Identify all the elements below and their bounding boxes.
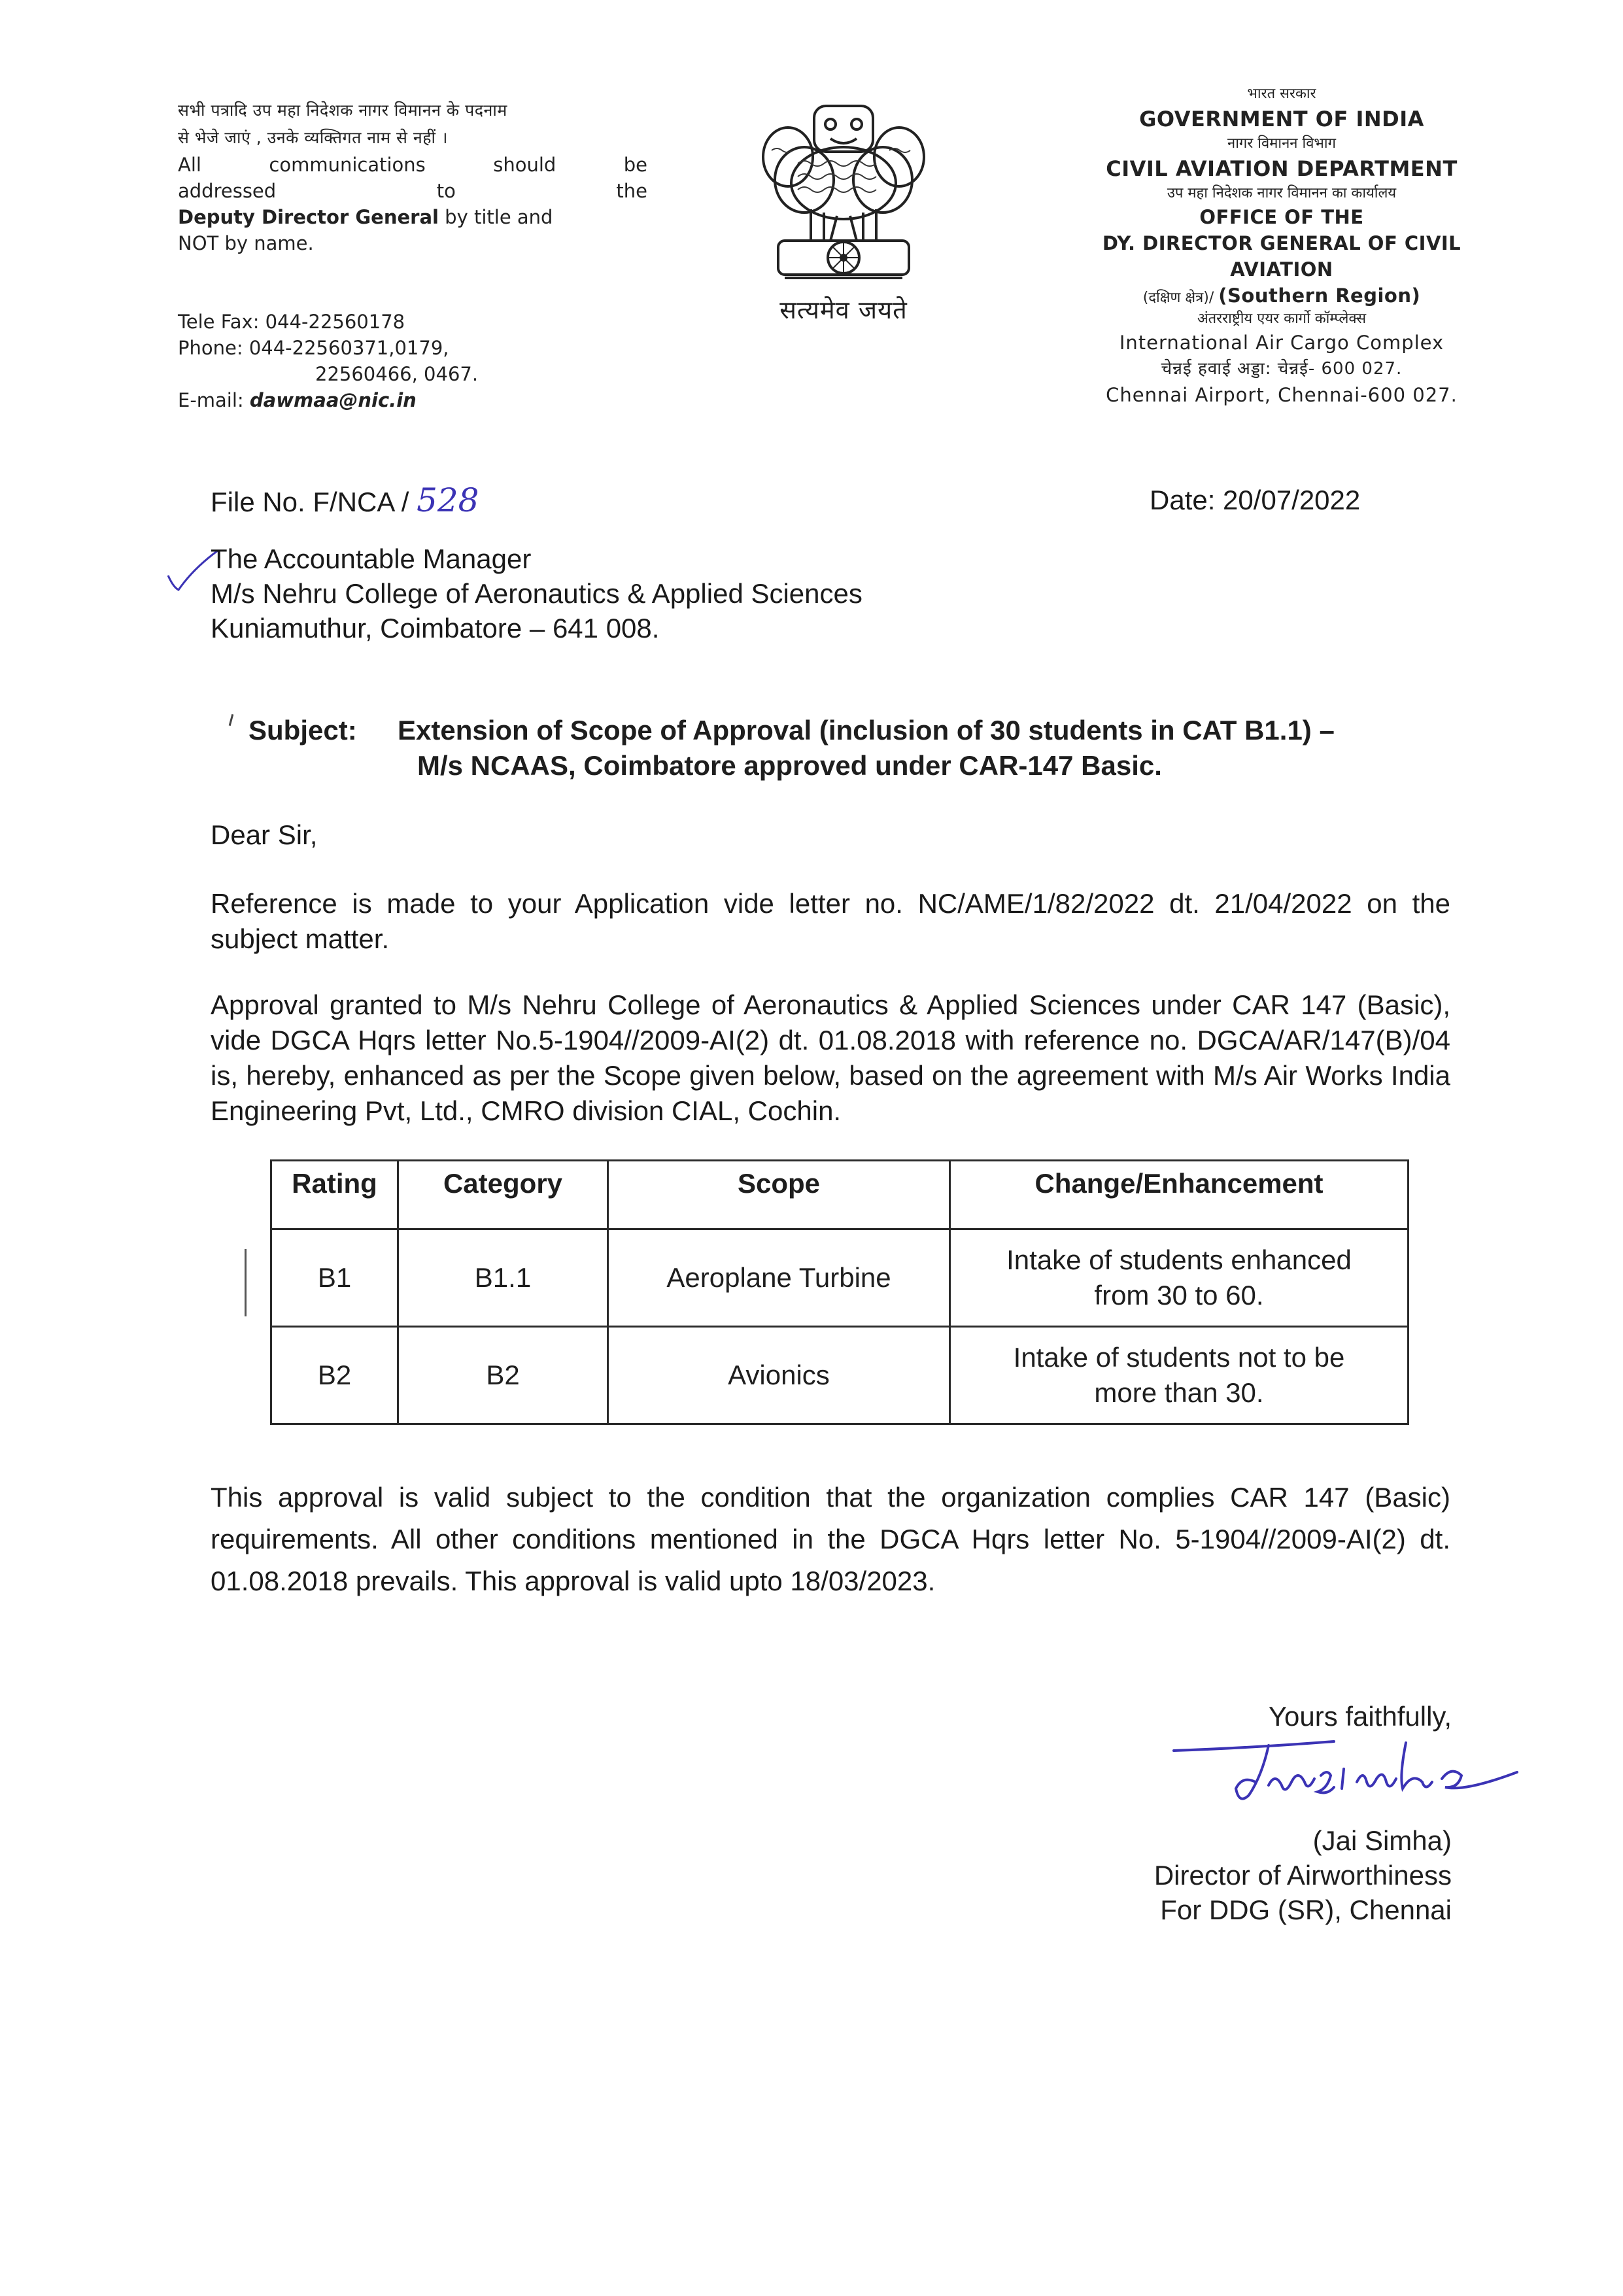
- office-line-3: AVIATION: [1230, 258, 1333, 281]
- tele-fax: Tele Fax: 044-22560178: [178, 311, 405, 333]
- notice-line-3: Deputy Director General by title and: [178, 206, 553, 228]
- letterhead-left: [178, 97, 647, 413]
- addressee-line: Kuniamuthur, Coimbatore – 641 008.: [211, 613, 660, 643]
- subject-line-2: M/s NCAAS, Coimbatore approved under CAR-147 Basic.: [417, 750, 1162, 781]
- signatory-designation: Director of Airworthiness: [1153, 1860, 1452, 1891]
- cell-rating: B1: [271, 1229, 398, 1327]
- header-category: Category: [398, 1161, 608, 1229]
- phone-line-2: 22560466, 0467.: [315, 363, 479, 385]
- email-link[interactable]: dawmaa@nic.in: [249, 389, 417, 411]
- subject-block: [248, 713, 1335, 783]
- tick-mark: [229, 714, 234, 726]
- margin-mark: [245, 1249, 247, 1316]
- signature-icon: [1170, 1736, 1524, 1815]
- table-row: [271, 1327, 1409, 1424]
- signatory-block: [1154, 1823, 1452, 1927]
- national-emblem: [745, 92, 942, 343]
- addressee-block: [211, 541, 863, 645]
- notice-line-1: All communications should be: [178, 154, 647, 176]
- paragraph-validity: This approval is valid subject to the condition that the organization complies CAR 147 (Basic) requirements. All other conditions mentioned in the DGCA Hqrs letter No. 5-1904//2009-AI(2) dt. 01.08.2018 prevails. This approval is valid upto 18/03/2023.: [211, 1482, 1450, 1596]
- signatory-office: For DDG (SR), Chennai: [1160, 1894, 1452, 1925]
- file-number-handwritten: 528: [417, 481, 479, 519]
- hindi-govt: भारत सरकार: [1247, 86, 1316, 102]
- notice-line-2: addressed to the: [178, 180, 647, 202]
- dept-title: CIVIL AVIATION DEPARTMENT: [1106, 156, 1458, 181]
- hindi-notice-line-1: सभी पत्रादि उप महा निदेशक नागर विमानन के पदनाम: [178, 101, 507, 120]
- closing: Yours faithfully,: [1268, 1701, 1452, 1732]
- subject-line-1: Extension of Scope of Approval (inclusion of 30 students in CAT B1.1) –: [398, 715, 1335, 745]
- cell-category: B1.1: [398, 1229, 608, 1327]
- hindi-address: चेन्नई हवाई अड्डा: चेन्नई- 600 027.: [1161, 359, 1403, 379]
- scope-table: [270, 1159, 1409, 1425]
- region: (Southern Region): [1218, 284, 1421, 307]
- notice-bold: Deputy Director General: [178, 206, 439, 228]
- cell-change: Intake of students enhanced from 30 to 60.: [950, 1229, 1409, 1327]
- header-scope: Scope: [608, 1161, 950, 1229]
- table-row: [271, 1229, 1409, 1327]
- address: Chennai Airport, Chennai-600 027.: [1106, 384, 1458, 406]
- table-header-row: [271, 1161, 1409, 1229]
- national-emblem-icon: [759, 92, 929, 291]
- signatory-name: (Jai Simha): [1312, 1825, 1452, 1856]
- header-change: Change/Enhancement: [950, 1161, 1409, 1229]
- govt-title: GOVERNMENT OF INDIA: [1139, 107, 1424, 131]
- addressee-line: The Accountable Manager: [211, 543, 532, 574]
- hindi-complex: अंतरराष्ट्रीय एयर कार्गो कॉम्प्लेक्स: [1197, 311, 1367, 327]
- paragraph-approval: Approval granted to M/s Nehru College of Aeronautics & Applied Sciences under CAR 147 (Basic), vide DGCA Hqrs letter No.5-1904//2009-AI(2) dt. 01.08.2018 with reference no. DGCA/AR/147(B)/04 is, hereby, enhanced as per the Scope given below, based on the agreement with M/s Air Works India Engineering Pvt, Ltd., CMRO division CIAL, Cochin.: [211, 989, 1450, 1126]
- cell-scope: Aeroplane Turbine: [608, 1229, 950, 1327]
- addressee-line: M/s Nehru College of Aeronautics & Applied Sciences: [211, 578, 863, 609]
- cell-rating: B2: [271, 1327, 398, 1424]
- header-rating: Rating: [271, 1161, 398, 1229]
- greeting: Dear Sir,: [211, 819, 318, 850]
- email-line: E-mail: dawmaa@nic.in: [178, 389, 417, 411]
- office-line-1: OFFICE OF THE: [1199, 206, 1364, 228]
- cell-category: B2: [398, 1327, 608, 1424]
- hindi-office: उप महा निदेशक नागर विमानन का कार्यालय: [1167, 185, 1397, 201]
- office-line-2: DY. DIRECTOR GENERAL OF CIVIL: [1102, 232, 1461, 254]
- phone-line-1: Phone: 044-22560371,0179,: [178, 337, 449, 359]
- cell-change: Intake of students not to be more than 30.: [950, 1327, 1409, 1424]
- hindi-dept: नागर विमानन विभाग: [1227, 135, 1336, 152]
- complex: International Air Cargo Complex: [1119, 332, 1444, 354]
- file-number: File No. F/NCA / 528: [211, 481, 479, 519]
- region-line: (दक्षिण क्षेत्र)/ (Southern Region): [1142, 284, 1421, 307]
- hindi-notice-line-2: से भेजे जाएं , उनके व्यक्तिगत नाम से नहीं ।: [178, 128, 448, 147]
- paragraph-reference: Reference is made to your Application vide letter no. NC/AME/1/82/2022 dt. 21/04/2022 on the subject matter.: [211, 888, 1450, 954]
- emblem-motto: सत्यमेव जयते: [779, 296, 908, 324]
- notice-line-4: NOT by name.: [178, 232, 314, 254]
- letterhead-right: [1053, 84, 1511, 408]
- subject-label: Subject:: [248, 715, 357, 745]
- cell-scope: Avionics: [608, 1327, 950, 1424]
- letter-date: Date: 20/07/2022: [1150, 485, 1361, 515]
